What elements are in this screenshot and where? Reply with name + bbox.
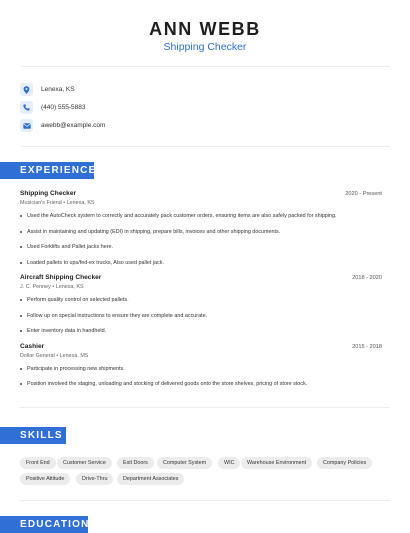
contact-email bbox=[20, 119, 105, 132]
contact-location bbox=[20, 83, 75, 96]
job-bullet: Used the AutoCheck system to correctly and accurately pack customer orders, ensuring items are also safely packed for shipping. bbox=[20, 213, 385, 219]
skill-tag: Front End bbox=[20, 457, 56, 469]
skill-tag: Drive-Thru bbox=[76, 473, 113, 485]
skill-tag: WIC bbox=[218, 457, 240, 469]
contact-phone-text: (440) 555-5883 bbox=[41, 104, 86, 111]
contact-location-text: Lenexa, KS bbox=[41, 86, 75, 93]
divider bbox=[20, 407, 390, 408]
contact-email-text[interactable]: awebb@example.com bbox=[41, 122, 106, 129]
job-title: Cashier bbox=[20, 343, 45, 350]
section-education-heading: EDUCATION bbox=[0, 516, 88, 533]
envelope-icon bbox=[20, 119, 33, 132]
job-company: Dollar General • Lenexa, MS bbox=[20, 353, 89, 359]
job-bullet: Enter inventory data in handheld. bbox=[20, 328, 385, 334]
skill-tag: Company Policies bbox=[317, 457, 372, 469]
skill-tag: Positive Attitude bbox=[20, 473, 70, 485]
job-company: Musician's Friend • Lenexa, KS bbox=[20, 200, 95, 206]
job-company: J. C. Penney • Lenexa, KS bbox=[20, 284, 84, 290]
divider bbox=[20, 146, 390, 147]
divider bbox=[20, 66, 390, 67]
job-bullet: Used Forklifts and Pallet jacks here. bbox=[20, 244, 385, 250]
job-title: Aircraft Shipping Checker bbox=[20, 274, 102, 281]
candidate-title: Shipping Checker bbox=[163, 41, 247, 53]
job-bullet: Assist in maintaining and updating (EDI) in shipping, prepare bills, invoices and other shipping documents. bbox=[20, 229, 385, 235]
divider bbox=[20, 500, 390, 501]
phone-icon bbox=[20, 101, 33, 114]
job-bullet: Loaded pallets to ups/fed-ex trucks, Also used pallet jack. bbox=[20, 260, 385, 266]
location-pin-icon bbox=[20, 83, 33, 96]
section-skills-heading: SKILLS bbox=[0, 427, 66, 444]
section-experience-heading: EXPERIENCE bbox=[0, 162, 94, 179]
job-dates: 2015 - 2018 bbox=[352, 344, 382, 350]
job-dates: 2018 - 2020 bbox=[352, 275, 382, 281]
contact-phone bbox=[20, 101, 85, 114]
skill-tag: Warehouse Environment bbox=[241, 457, 312, 469]
job-bullet: Participate in processing new shipments. bbox=[20, 366, 385, 372]
skill-tag: Department Associates bbox=[117, 473, 184, 485]
candidate-name: ANN WEBB bbox=[149, 19, 261, 39]
job-dates: 2020 - Present bbox=[345, 191, 382, 197]
job-bullet: Follow up on special instructions to ensure they are complete and accurate. bbox=[20, 313, 385, 319]
job-bullet: Position involved the staging, unloading and stocking of delivered goods onto the store shelves, pricing of store stock. bbox=[20, 381, 385, 387]
skill-tag: Exit Doors bbox=[117, 457, 154, 469]
job-title: Shipping Checker bbox=[20, 190, 77, 197]
skill-tag: Computer System bbox=[157, 457, 212, 469]
skill-tag: Customer Service bbox=[57, 457, 112, 469]
job-bullet: Perform quality control on selected pallets. bbox=[20, 297, 385, 303]
